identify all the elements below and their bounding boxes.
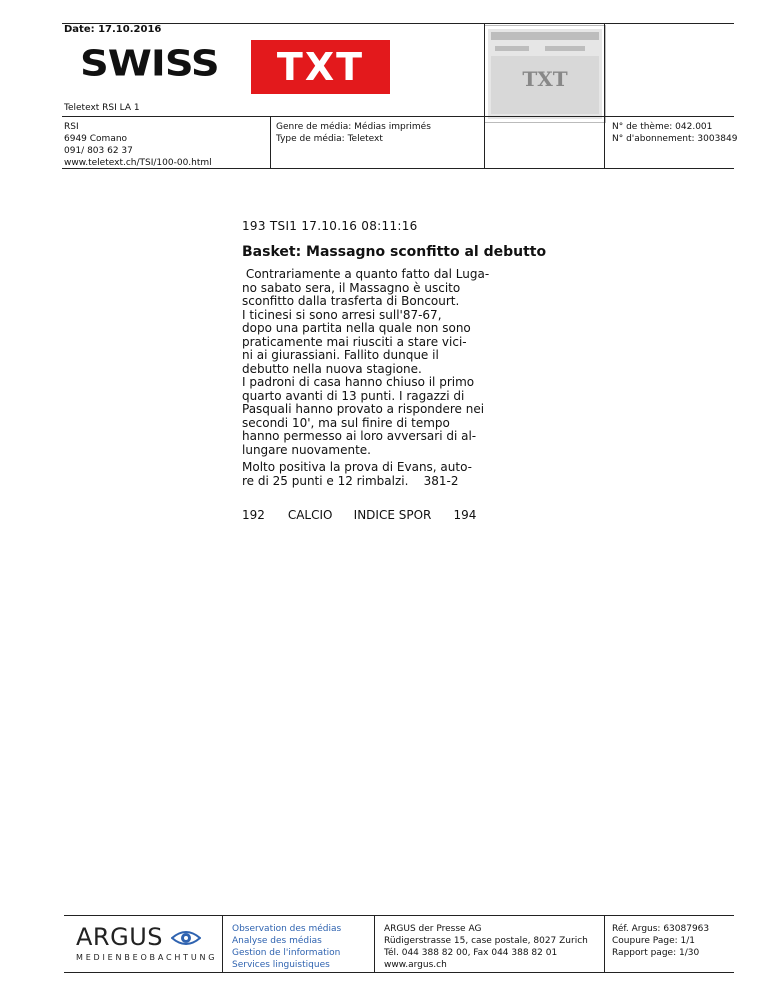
- footer-divider-v1: [222, 915, 223, 972]
- service-item: Analyse des médias: [232, 936, 322, 946]
- teletext-nav: [242, 508, 476, 522]
- header-divider-v2: [604, 23, 605, 169]
- theme-info: [612, 121, 737, 145]
- source-label: Teletext RSI LA 1: [64, 103, 140, 113]
- article-paragraph: Molto positiva la prova di Evans, auto- re di 25 punti e 12 rimbalzi. 381-2: [242, 460, 472, 488]
- argus-logo-text: ARGUS: [76, 923, 163, 951]
- swisstxt-logo-left: SWISS: [80, 43, 219, 85]
- argus-reference: [612, 923, 709, 959]
- theme-number: N° de thème: 042.001: [612, 122, 713, 132]
- nav-calcio: CALCIO: [287, 508, 333, 522]
- ref-line: Réf. Argus: 63087963: [612, 924, 710, 934]
- nav-next-page: 194: [453, 508, 477, 522]
- article-paragraph: I padroni di casa hanno chiuso il primo quarto avanti di 13 punti. I ragazzi di Pasquali hanno provato a rispondere nei secondi 10', ma sul finire di tempo hanno permesso ai loro avversari di al- lungare nuovamente.: [242, 375, 485, 457]
- company-line: ARGUS der Presse AG: [384, 924, 482, 934]
- argus-company: [384, 923, 588, 971]
- teletext-thumbnail: [484, 25, 606, 123]
- subscription-number: N° d'abonnement: 3003849: [612, 134, 738, 144]
- nav-indice-sport: INDICE SPOR: [353, 508, 432, 522]
- media-info: [276, 121, 431, 145]
- header-divider-h: [62, 116, 734, 117]
- swisstxt-logo-right: TXT: [251, 40, 390, 94]
- eye-icon: [171, 928, 201, 948]
- company-line: Tél. 044 388 82 00, Fax 044 388 82 01: [384, 948, 558, 958]
- argus-logo-subtitle: MEDIENBEOBACHTUNG: [76, 953, 218, 962]
- ref-line: Coupure Page: 1/1: [612, 936, 695, 946]
- document-date: Date: 17.10.2016: [64, 24, 162, 35]
- thumbnail-graphic: [485, 26, 605, 122]
- address-line: 6949 Comano: [64, 134, 128, 144]
- source-address: [64, 121, 212, 169]
- top-divider: [62, 23, 734, 24]
- footer-top-divider: [64, 915, 734, 916]
- service-item: Gestion de l'information: [232, 948, 341, 958]
- ref-line: Rapport page: 1/30: [612, 948, 700, 958]
- company-line: www.argus.ch: [384, 960, 447, 970]
- address-line: www.teletext.ch/TSI/100-00.html: [64, 158, 212, 168]
- argus-services: [232, 923, 341, 971]
- address-line: 091/ 803 62 37: [64, 146, 133, 156]
- article-paragraph: Contrariamente a quanto fatto dal Luga- no sabato sera, il Massagno è uscito sconfitto dalla trasferta di Boncourt. I ticinesi si sono arresi sull'87-67, dopo una partita nella quale non sono praticamente mai riusciti a stare vici- ni ai giurassiani. Fallito dunque il debutto nella nuova stagione.: [242, 267, 490, 376]
- media-type: Type de média: Teletext: [276, 134, 383, 144]
- header-divider-v3: [270, 116, 271, 169]
- service-item: Observation des médias: [232, 924, 342, 934]
- nav-prev-page: 192: [242, 508, 265, 522]
- service-item: Services linguistiques: [232, 960, 330, 970]
- header-divider-v1: [484, 23, 485, 169]
- thumbnail-label: TXT: [522, 67, 568, 91]
- footer-divider-v2: [374, 915, 375, 972]
- media-genre: Genre de média: Médias imprimés: [276, 122, 431, 132]
- argus-logo: [76, 923, 201, 951]
- article-meta: 193 TSI1 17.10.16 08:11:16: [242, 219, 418, 233]
- company-line: Rüdigerstrasse 15, case postale, 8027 Zurich: [384, 936, 588, 946]
- address-line: RSI: [64, 122, 79, 132]
- article-title: Basket: Massagno sconfitto al debutto: [242, 244, 547, 260]
- footer-bottom-divider: [64, 972, 734, 973]
- footer-divider-v3: [604, 915, 605, 972]
